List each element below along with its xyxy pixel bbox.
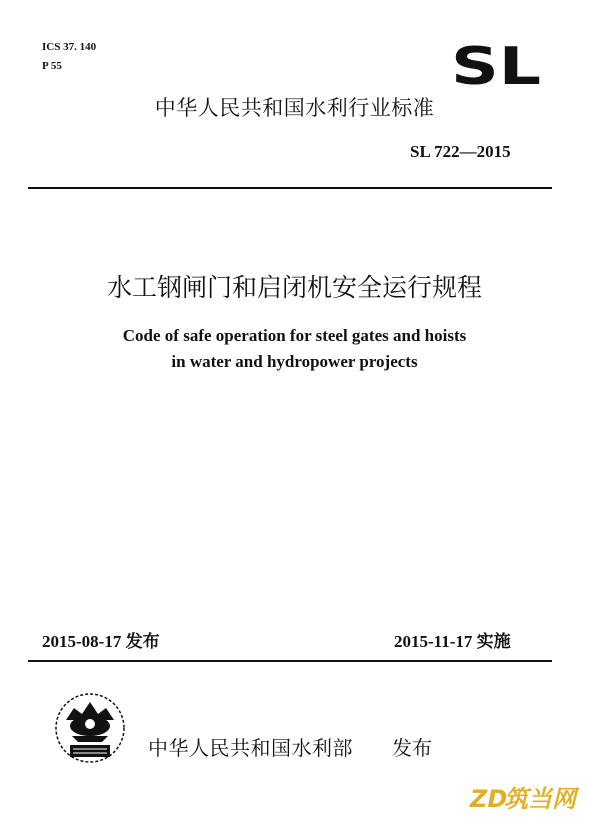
top-divider [28, 187, 552, 189]
title-chinese: 水工钢闸门和启闭机安全运行规程 [106, 273, 482, 302]
publish-action: 发布 [392, 736, 432, 760]
ministry-seal-emblem [52, 690, 128, 766]
issuer-category: 中华人民共和国水利行业标准 [154, 96, 435, 120]
standard-number: SL 722—2015 [410, 142, 511, 161]
issue-date: 2015-08-17 发布 [42, 632, 160, 651]
zhudang-watermark-logo [468, 778, 583, 814]
title-english-line1: Code of safe operation for steel gates and hoists [122, 326, 467, 345]
implementation-date: 2015-11-17 实施 [394, 632, 511, 651]
ics-code: ICS 37. 140 [42, 41, 97, 53]
svg-text:SL: SL [451, 42, 541, 88]
svg-text:筑当网: 筑当网 [504, 785, 576, 813]
sl-logo [450, 42, 542, 88]
category-code: P 55 [42, 60, 62, 72]
title-english-line2: in water and hydropower projects [171, 352, 418, 371]
svg-text:ZD: ZD [470, 785, 508, 813]
bottom-divider [28, 660, 552, 662]
publisher: 中华人民共和国水利部 [148, 736, 353, 760]
